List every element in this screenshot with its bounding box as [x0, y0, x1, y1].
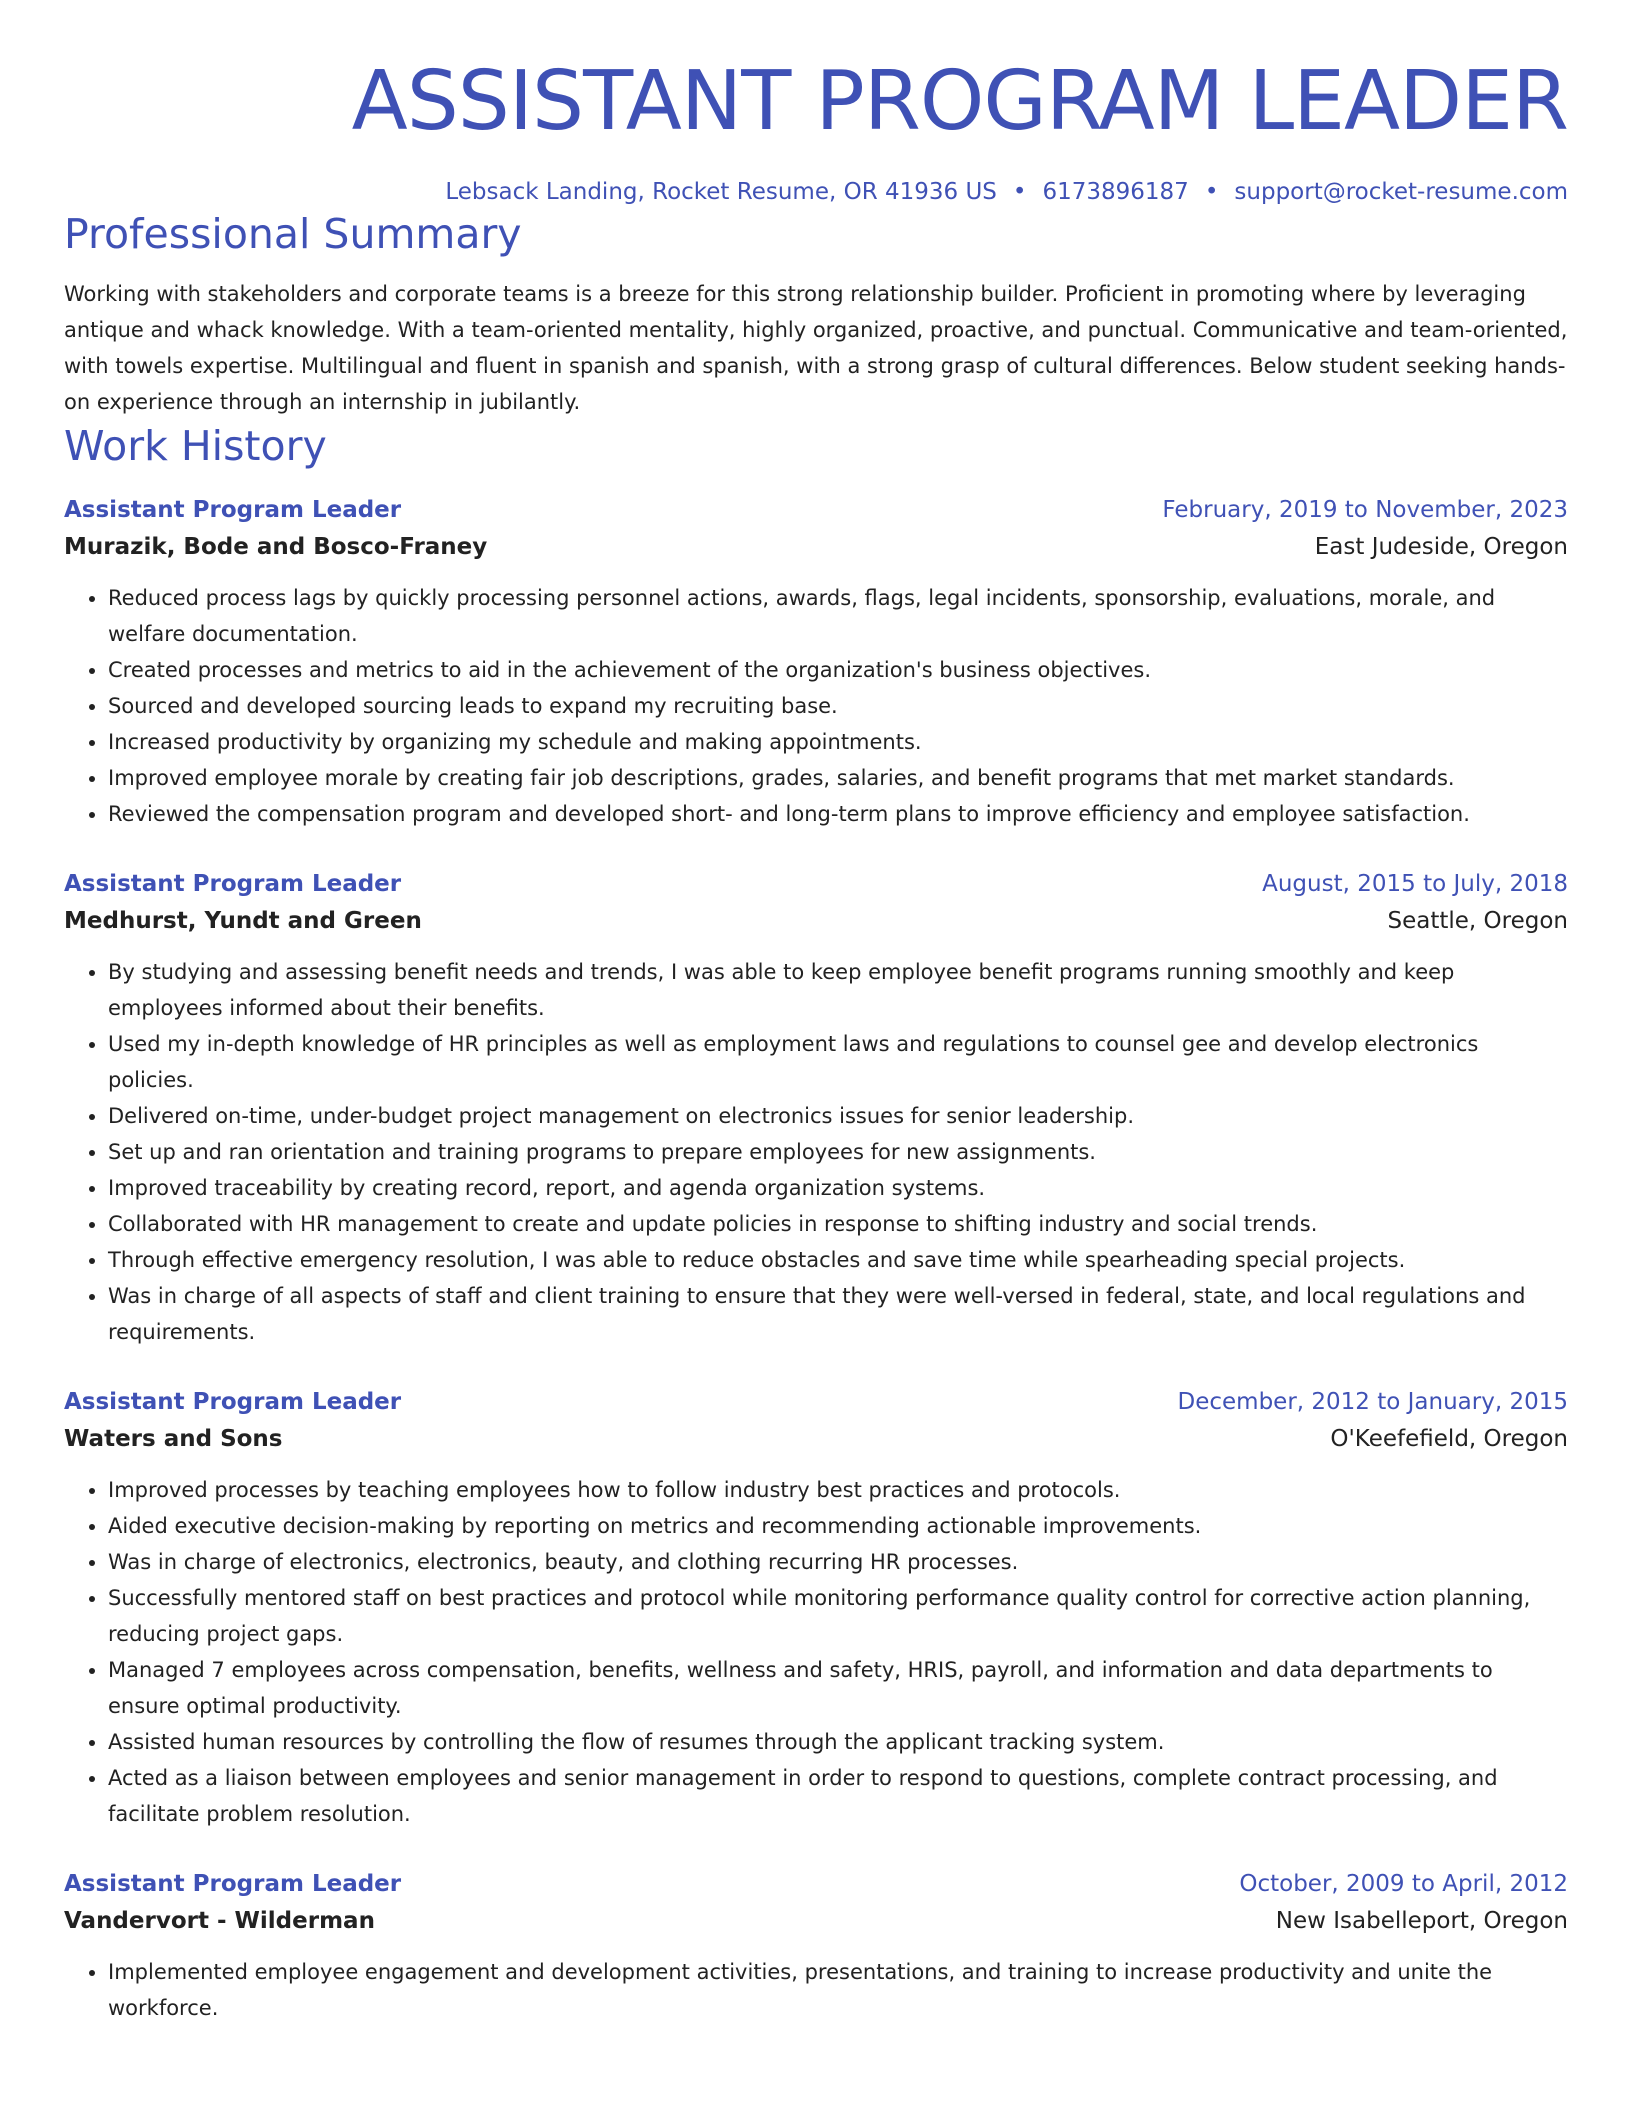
job-bullet: • By studying and assessing benefit needs and trends, I was able to keep employee benefit programs running smoothly and keep employees informed about their benefits. — [108, 954, 1568, 1026]
resume-page — [64, 0, 1568, 2112]
job-location: New Isabelleport, Oregon — [1275, 1908, 1568, 1934]
job-bullet: • Successfully mentored staff on best practices and protocol while monitoring performance quality control for corrective action planning, reducing project gaps. — [108, 1580, 1568, 1652]
job-entry — [64, 1384, 1568, 1832]
job-bullet: • Assisted human resources by controlling the flow of resumes through the applicant tracking system. — [108, 1724, 1568, 1760]
job-entry — [64, 492, 1568, 832]
job-bullet: • Improved traceability by creating record, report, and agenda organization systems. — [108, 1170, 1568, 1206]
job-role: Assistant Program Leader — [64, 1389, 402, 1415]
job-company-row — [64, 528, 1568, 566]
contact-separator: • — [1204, 179, 1219, 205]
job-company: Medhurst, Yundt and Green — [64, 908, 422, 934]
job-company-row — [64, 1420, 1568, 1458]
job-bullet: • Reduced process lags by quickly processing personnel actions, awards, flags, legal incidents, sponsorship, evaluations, morale, and welfare documentation. — [108, 580, 1568, 652]
job-bullet: • Was in charge of electronics, electronics, beauty, and clothing recurring HR processes. — [108, 1544, 1568, 1580]
job-list — [64, 492, 1568, 2026]
job-bullet: • Aided executive decision-making by reporting on metrics and recommending actionable improvements. — [108, 1508, 1568, 1544]
job-bullet: • Improved employee morale by creating fair job descriptions, grades, salaries, and benefit programs that met market standards. — [108, 760, 1568, 796]
job-location: O'Keefefield, Oregon — [1330, 1426, 1568, 1452]
job-bullets — [64, 954, 1568, 1350]
job-bullet: • Was in charge of all aspects of staff and client training to ensure that they were well-versed in federal, state, and local regulations and requirements. — [108, 1278, 1568, 1350]
job-company-row — [64, 902, 1568, 940]
contact-phone: 6173896187 — [1042, 179, 1189, 205]
summary-heading: Professional Summary — [64, 210, 522, 258]
job-bullet: • Implemented employee engagement and development activities, presentations, and training to increase productivity and unite the workforce. — [108, 1954, 1568, 2026]
contact-email: support@rocket-resume.com — [1234, 179, 1568, 205]
job-dates: February, 2019 to November, 2023 — [1162, 497, 1568, 523]
job-bullet: • Managed 7 employees across compensation, benefits, wellness and safety, HRIS, payroll, and information and data departments to ensure optimal productivity. — [108, 1652, 1568, 1724]
job-company-row — [64, 1902, 1568, 1940]
job-company: Murazik, Bode and Bosco-Franey — [64, 534, 488, 560]
job-role: Assistant Program Leader — [64, 871, 402, 897]
job-company: Waters and Sons — [64, 1426, 283, 1452]
job-company: Vandervort - Wilderman — [64, 1908, 375, 1934]
contact-address: Lebsack Landing, Rocket Resume, OR 41936 US — [445, 179, 997, 205]
job-dates: October, 2009 to April, 2012 — [1239, 1871, 1568, 1897]
job-location: East Judeside, Oregon — [1314, 534, 1568, 560]
job-bullet: • Reviewed the compensation program and developed short- and long-term plans to improve efficiency and employee satisfaction. — [108, 796, 1568, 832]
job-bullet: • Increased productivity by organizing my schedule and making appointments. — [108, 724, 1568, 760]
job-role: Assistant Program Leader — [64, 1871, 402, 1897]
job-bullet: • Used my in-depth knowledge of HR principles as well as employment laws and regulations to counsel gee and develop electronics policies. — [108, 1026, 1568, 1098]
job-entry — [64, 1866, 1568, 2026]
job-bullet: • Through effective emergency resolution, I was able to reduce obstacles and save time while spearheading special projects. — [108, 1242, 1568, 1278]
job-bullet: • Collaborated with HR management to create and update policies in response to shifting industry and social trends. — [108, 1206, 1568, 1242]
job-role-row — [64, 1384, 1568, 1420]
job-bullets — [64, 1472, 1568, 1832]
summary-section — [64, 208, 1568, 420]
contact-separator: • — [1012, 179, 1027, 205]
job-bullet: • Created processes and metrics to aid in the achievement of the organization's business objectives. — [108, 652, 1568, 688]
job-bullet: • Delivered on-time, under-budget project management on electronics issues for senior leadership. — [108, 1098, 1568, 1134]
job-bullet: • Improved processes by teaching employees how to follow industry best practices and protocols. — [108, 1472, 1568, 1508]
job-bullet: • Acted as a liaison between employees and senior management in order to respond to questions, complete contract processing, and facilitate problem resolution. — [108, 1760, 1568, 1832]
job-dates: December, 2012 to January, 2015 — [1177, 1389, 1568, 1415]
job-dates: August, 2015 to July, 2018 — [1262, 871, 1568, 897]
contact-line — [64, 176, 1568, 208]
resume-title: ASSISTANT PROGRAM LEADER — [351, 54, 1568, 149]
resume-header — [64, 0, 1568, 208]
job-role: Assistant Program Leader — [64, 497, 402, 523]
summary-text: Working with stakeholders and corporate teams is a breeze for this strong relationship builder. Proficient in promoting where by leveraging antique and whack knowledge. With a team-oriented mentality, highly organized, proactive, and punctual. Communicative and team-oriented, with towels expertise. Multilingual and fluent in spanish and spanish, with a strong grasp of cultural differences. Below student seeking hands-on experience through an internship in jubilantly. — [64, 282, 1568, 414]
job-location: Seattle, Oregon — [1387, 908, 1568, 934]
job-role-row — [64, 492, 1568, 528]
job-bullet: • Sourced and developed sourcing leads to expand my recruiting base. — [108, 688, 1568, 724]
job-role-row — [64, 866, 1568, 902]
work-history-section — [64, 420, 1568, 2026]
job-bullets — [64, 580, 1568, 832]
work-history-heading: Work History — [64, 422, 327, 470]
job-entry — [64, 866, 1568, 1350]
job-bullets — [64, 1954, 1568, 2026]
job-role-row — [64, 1866, 1568, 1902]
job-bullet: • Set up and ran orientation and training programs to prepare employees for new assignments. — [108, 1134, 1568, 1170]
